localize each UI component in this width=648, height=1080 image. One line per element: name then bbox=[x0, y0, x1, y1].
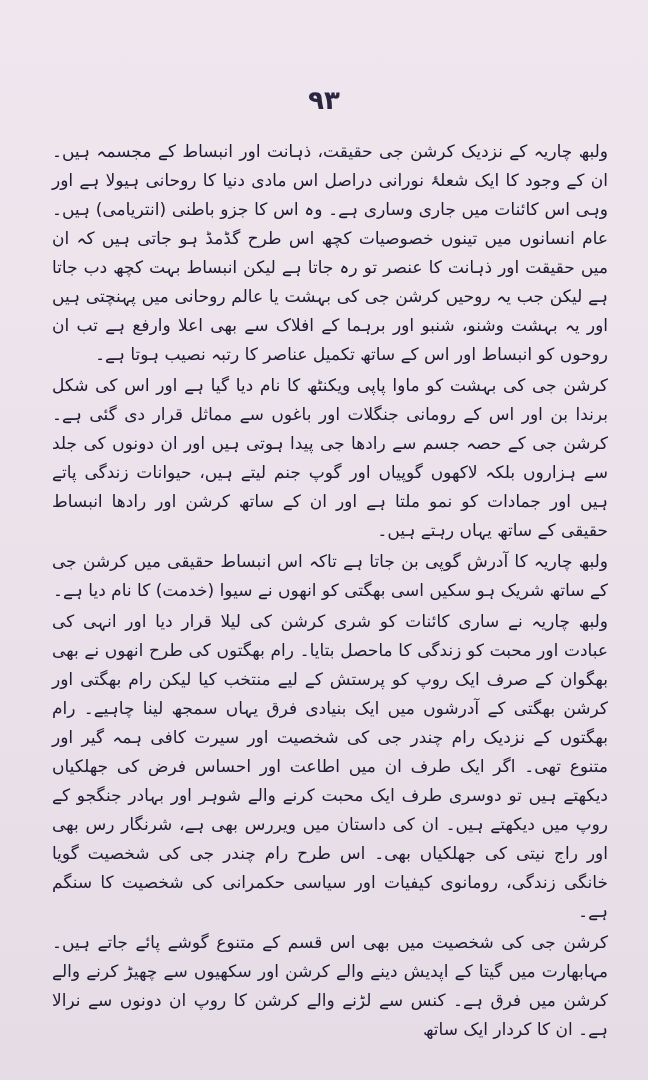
paragraph-2: کرشن جی کی بہشت کو ماوا پاپی ویکنٹھ کا نام دیا گیا ہے اور اس کی شکل برندا بن اور اس کے رومانی جنگلات اور باغوں سے مماثل قرار دی گئی ہے۔ کرشن جی کے حصہ جسم سے رادھا جی پیدا ہوتی ہیں اور ان دونوں کی جلد سے ہزاروں بلکہ لاکھوں گوپیاں اور گوپ جنم لیتے ہیں، حیوانات زندگی پاتے ہیں اور جمادات کو نمو ملتا ہے اور ان کے ساتھ کرشن اور رادھا انبساط حقیقی کے ساتھ یہاں رہتے ہیں۔ bbox=[52, 376, 608, 541]
paragraph-3: ولبھ چاریہ کا آدرش گوپی بن جاتا ہے تاکہ اس انبساط حقیقی میں کرشن جی کے ساتھ شریک ہو سکیں اسی بھگتی کو انھوں نے سیوا (خدمت) کا نام دیا ہے۔ bbox=[52, 552, 608, 601]
body-text bbox=[52, 138, 608, 1045]
paragraph-5: کرشن جی کی شخصیت میں بھی اس قسم کے متنوع گوشے پائے جاتے ہیں۔ مہابھارت میں گیتا کے اپدیش دینے والے کرشن اور سکھیوں سے چھیڑ کرنے والے کرشن میں فرق ہے۔ کنس سے لڑنے والے کرشن کا روپ ان دونوں سے نرالا ہے۔ ان کا کردار ایک ساتھ bbox=[52, 933, 608, 1040]
page-number: ۹۳ bbox=[308, 86, 340, 116]
paragraph-4: ولبھ چاریہ نے ساری کائنات کو شری کرشن کی لیلا قرار دیا اور انہی کی عبادت اور محبت کو زندگی کا ماحصل بتایا۔ رام بھگتوں کی طرح انھوں نے بھی بھگوان کے صرف ایک روپ کو پرستش کے لیے منتخب کیا لیکن رام بھگتی اور کرشن بھگتی کے آدرشوں میں ایک بنیادی فرق یہاں سمجھ لینا چاہیے۔ رام بھگتوں کے نزدیک رام چندر جی کی شخصیت اور سیرت کافی ہمہ گیر اور متنوع تھی۔ اگر ایک طرف ان میں اطاعت اور احساس فرض کی جھلکیاں دیکھتے ہیں تو دوسری طرف ایک محبت کرنے والے شوہر اور بہادر جنگجو کے روپ میں دیکھتے ہیں۔ ان کی داستان میں ویررس بھی ہے، شرنگار رس بھی اور راج نیتی کی جھلکیاں بھی۔ اس طرح رام چندر جی کی شخصیت گویا خانگی زندگی، رومانوی کیفیات اور سیاسی حکمرانی کی شخصیت کا سنگم ہے۔ bbox=[52, 612, 608, 922]
paragraph-1: ولبھ چاریہ کے نزدیک کرشن جی حقیقت، ذہانت اور انبساط کے مجسمہ ہیں۔ ان کے وجود کا ایک شعلۂ نورانی دراصل اس مادی دنیا کا روحانی ہیولا ہے اور وہی اس کائنات میں جاری وساری ہے۔ وہ اس کا جزو باطنی (انتریامی) ہیں۔ عام انسانوں میں تینوں خصوصیات کچھ اس طرح گڈمڈ ہو جاتی ہیں کہ ان میں حقیقت اور ذہانت کا عنصر تو رہ جاتا ہے لیکن انبساط بہت کچھ دب جاتا ہے لیکن جب یہ روحیں کرشن جی کی بہشت یا عالم روحانی میں پہنچتی ہیں اور یہ بہشت وشنو، شنبو اور برہما کے افلاک سے بھی اعلا وارفع ہے تب ان روحوں کو انبساط اور اس کے ساتھ تکمیل عناصر کا رتبہ نصیب ہوتا ہے۔ bbox=[52, 142, 608, 365]
